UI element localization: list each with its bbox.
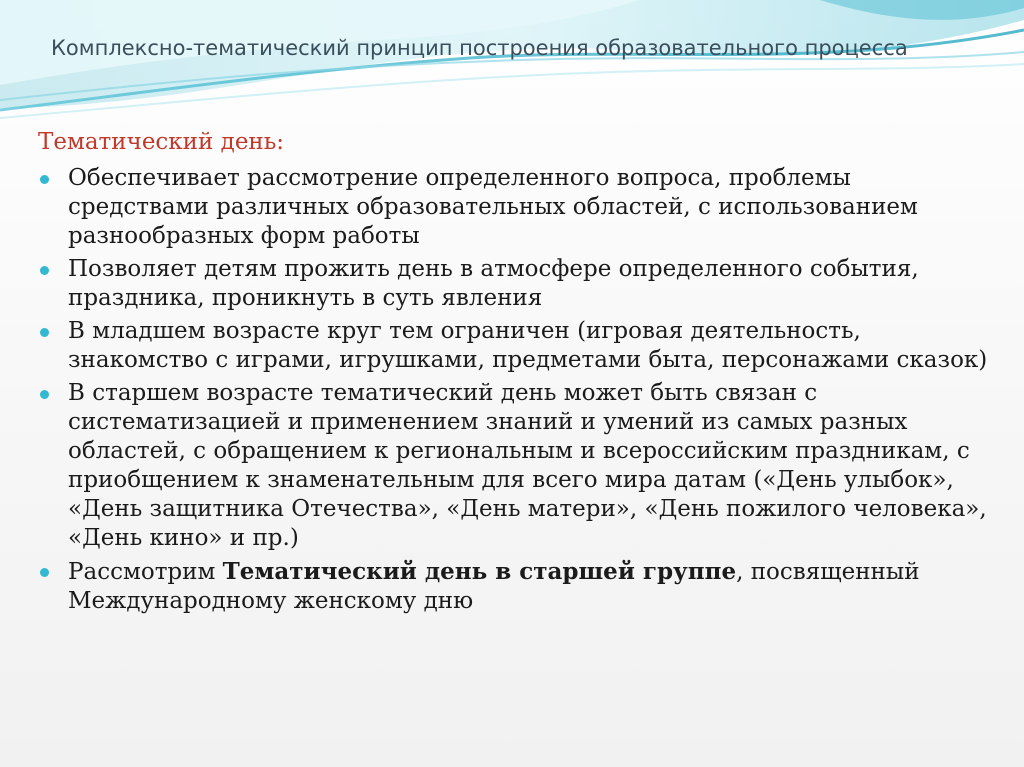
bullet-text: Обеспечивает рассмотрение определенного вопроса, проблемы средствами различных образовательных областей, с использованием разнообразных форм работы: [68, 165, 918, 249]
bullet-dot-icon: [40, 328, 49, 337]
bullet-text-bold: Тематический день в старшей группе: [222, 558, 737, 585]
bullet-dot-icon: [40, 390, 49, 399]
list-item: [38, 255, 998, 313]
list-item: [38, 164, 998, 251]
bullet-dot-icon: [40, 568, 49, 577]
bullet-dot-icon: [40, 266, 49, 275]
bullet-text: В младшем возрасте круг тем ограничен (игровая деятельность, знакомство с играми, игрушками, предметами быта, персонажами сказок): [68, 318, 988, 373]
bullet-text: Позволяет детям прожить день в атмосфере определенного события, праздника, проникнуть в суть явления: [68, 256, 919, 311]
bullet-list: [38, 164, 998, 620]
list-item: [38, 379, 998, 553]
slide-title: Комплексно-тематический принцип построения образовательного процесса: [51, 36, 908, 60]
section-subtitle: Тематический день:: [38, 129, 285, 155]
wave-decoration: [0, 0, 1024, 130]
list-item: [38, 317, 998, 375]
bullet-dot-icon: [40, 175, 49, 184]
bullet-text: В старшем возрасте тематический день может быть связан с систематизацией и применением знаний и умений из самых разных областей, с обращением к региональным и всероссийским праздникам, с приобщением к знаменательным для всего мира датам («День улыбок», «День защитника Отечества», «День матери», «День пожилого человека», «День кино» и пр.): [68, 380, 987, 551]
bullet-text-suffix: , посвященный Международному женскому дню: [68, 559, 920, 614]
bullet-text-prefix: Рассмотрим: [68, 559, 223, 585]
list-item: [38, 557, 998, 616]
